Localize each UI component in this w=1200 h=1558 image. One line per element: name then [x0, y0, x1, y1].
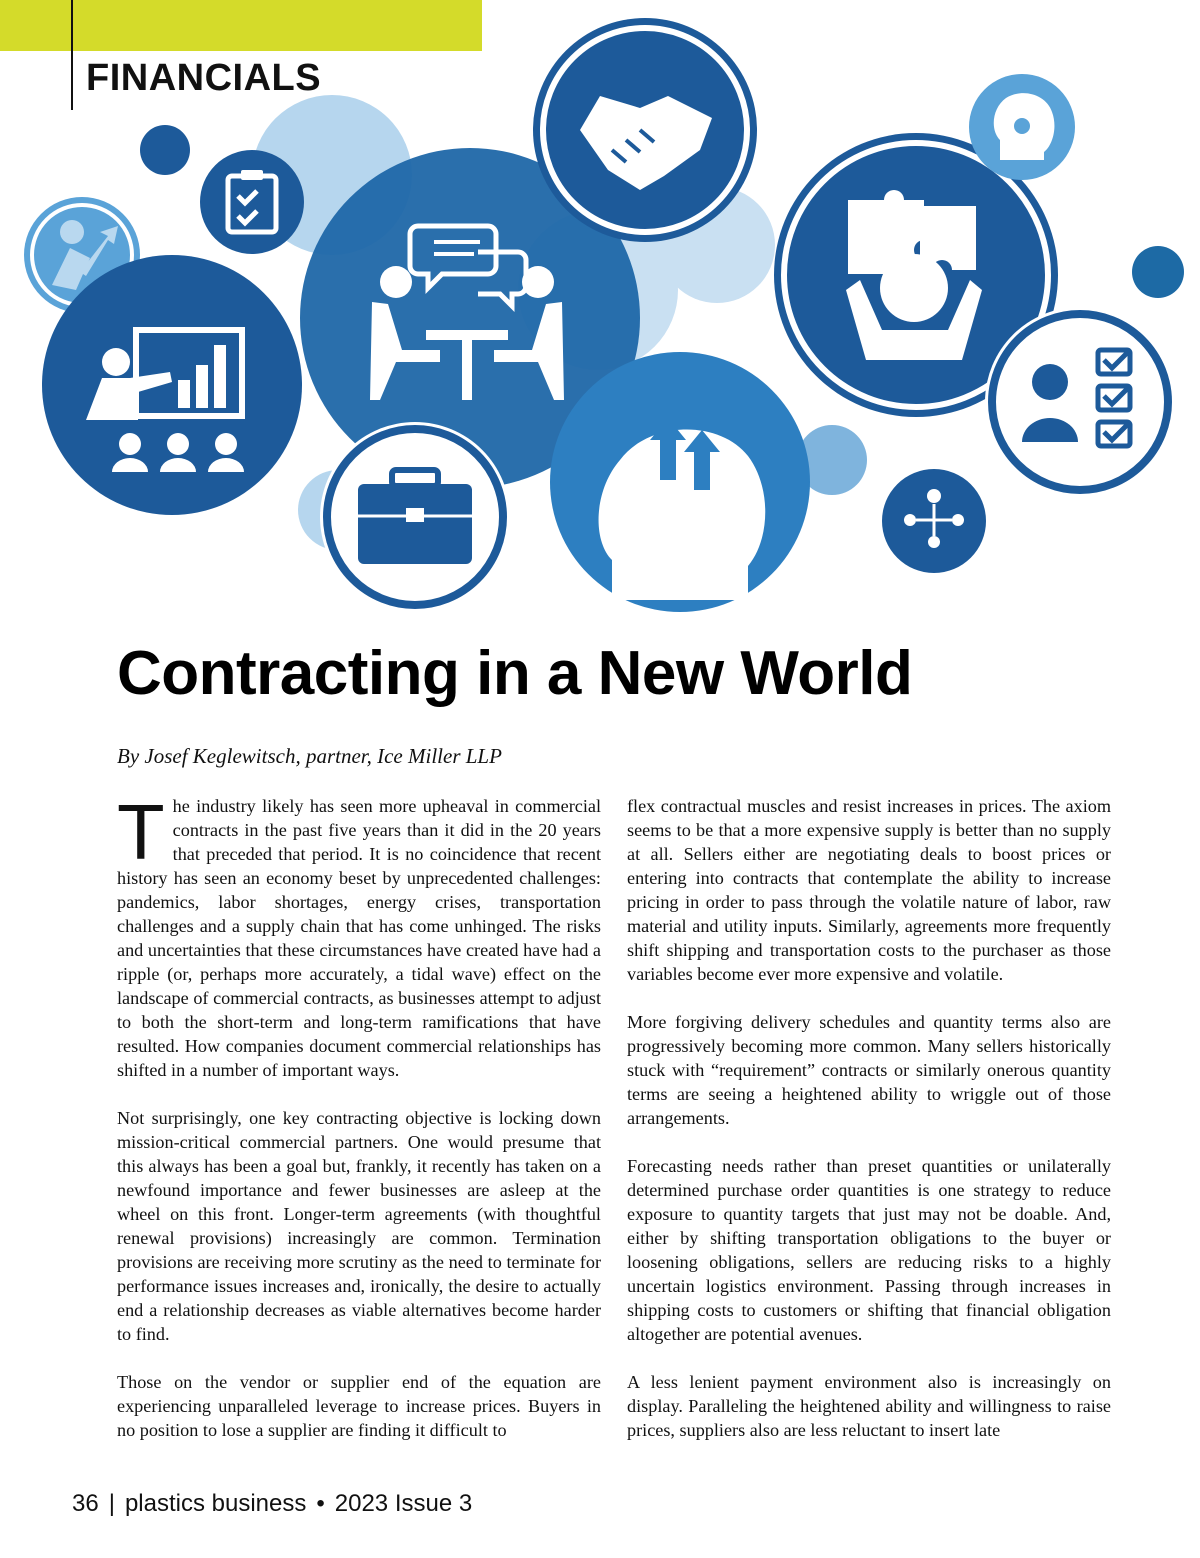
article-paragraph: Forecasting needs rather than preset quantities or unilaterally determined purchase order quantities is one strategy to reduce exposure to quantity targets that just may not be doable. And, either by shifting transportation obligations to the buyer or loosening obligations, sellers are reducing risks to a highly uncertain logistics environment. Passing through increases in shipping costs to customers or shifting that financial obligation altogether are potential avenues. — [627, 1156, 1111, 1344]
drop-cap: T — [117, 788, 165, 876]
issue-label: 2023 Issue 3 — [334, 1490, 473, 1517]
article-paragraph: More forgiving delivery schedules and quantity terms also are progressively becoming more common. Many sellers historically stuck with “requirement” contracts or similarly onerous quantity terms are seeing a heightened ability to wriggle out of those arrangements. — [627, 1012, 1111, 1128]
page-number: 36 — [72, 1490, 99, 1517]
article-paragraph: Those on the vendor or supplier end of the equation are experiencing unparalleled leverage to increase prices. Buyers in no position to lose a supplier are finding it difficult to — [117, 1372, 601, 1440]
article-paragraph: Not surprisingly, one key contracting objective is locking down mission-critical commercial partners. One would presume that this always has been a goal but, frankly, it recently has taken on a newfound importance and fewer businesses are asleep at the wheel on this front. Longer-term agreements (with thoughtful renewal provisions) increasingly are common. Termination provisions are receiving more scrutiny as the need to terminate for performance issues increases and, ironically, the desire to actually end a relationship decreases as viable alternatives become harder to find. — [117, 1108, 601, 1344]
lightbulb-head-icon — [969, 74, 1075, 180]
paragraph-text: he industry likely has seen more upheaval in commercial contracts in the past five years than it did in the 20 years that preceded that period. It is no coincidence that recent history has seen an economy beset by unprecedented challenges: pandemics, labor shortages, energy crises, transportation challenges and a supply chain that has come unhinged. The risks and uncertainties that these circumstances have created have had a ripple (or, perhaps more accurately, a tidal wave) effect on the landscape of commercial contracts, as businesses attempt to adjust to both the short-term and long-term ramifications that have resulted. How companies document commercial relationships has shifted in a number of important ways. — [117, 796, 601, 1080]
article-column-right — [627, 794, 1111, 1466]
section-label: FINANCIALS — [86, 57, 322, 99]
footer-bullet: • — [316, 1490, 325, 1517]
article-paragraph: A less lenient payment environment also is increasingly on display. Paralleling the heightened ability and willingness to raise prices, suppliers also are less reluctant to insert late — [627, 1372, 1111, 1440]
article-paragraph: flex contractual muscles and resist increases in prices. The axiom seems to be that a more expensive supply is better than no supply at all. Sellers either are negotiating deals to boost prices or entering into contracts that contemplate the ability to increase pricing in order to pass through the volatile nature of labor, raw material and utility inputs. Similarly, agreements more frequently shift shipping and transportation costs to the purchaser as those variables become ever more expensive and volatile. — [627, 796, 1111, 984]
article-column-left — [117, 788, 601, 1466]
page-footer — [72, 1490, 472, 1518]
section-rule — [71, 0, 73, 110]
clipboard-checklist-icon — [200, 150, 304, 254]
handshake-icon — [533, 18, 757, 242]
briefcase-icon — [320, 422, 510, 612]
head-growth-arrows-icon — [550, 352, 810, 612]
footer-divider: | — [108, 1490, 115, 1517]
presentation-chart-icon — [42, 255, 302, 515]
article-paragraph — [117, 788, 601, 1082]
article-title: Contracting in a New World — [117, 639, 913, 708]
article-byline: By Josef Keglewitsch, partner, Ice Miller LLP — [117, 744, 502, 768]
team-network-icon — [882, 469, 986, 573]
publication-name: plastics business — [124, 1490, 307, 1517]
checklist-person-icon — [985, 307, 1175, 497]
